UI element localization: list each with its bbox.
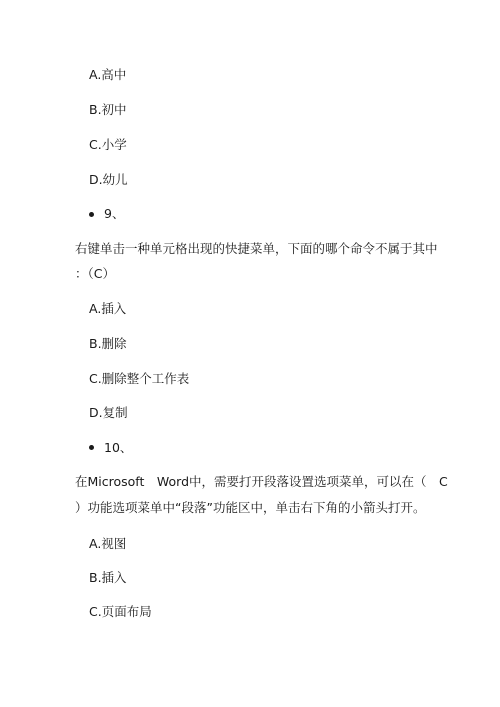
option-c: C.小学 <box>89 137 127 152</box>
option-d: D.幼儿 <box>89 172 128 187</box>
option-d: D.复制 <box>89 405 128 420</box>
question-number: 9、 <box>104 206 125 221</box>
question-text: 在Microsoft Word中，需要打开段落设置选项菜单，可以在（ C <box>75 474 448 489</box>
question-text-continued: ）功能选项菜单中“段落”功能区中，单击右下角的小箭头打开。 <box>75 500 426 515</box>
option-a: A.视图 <box>89 536 127 551</box>
question-text-continued: ：（C） <box>75 266 115 281</box>
option-a: A.插入 <box>89 301 127 316</box>
question-number: 10、 <box>104 440 133 455</box>
option-b: B.初中 <box>89 102 127 117</box>
option-c: C.删除整个工作表 <box>89 371 190 386</box>
option-c: C.页面布局 <box>89 604 152 619</box>
option-b: B.删除 <box>89 336 127 351</box>
option-b: B.插入 <box>89 570 127 585</box>
bullet-icon <box>89 212 94 217</box>
question-text: 右键单击一种单元格出现的快捷菜单，下面的哪个命令不属于其中 <box>75 241 438 256</box>
option-a: A.高中 <box>89 67 127 82</box>
bullet-icon <box>89 445 94 450</box>
